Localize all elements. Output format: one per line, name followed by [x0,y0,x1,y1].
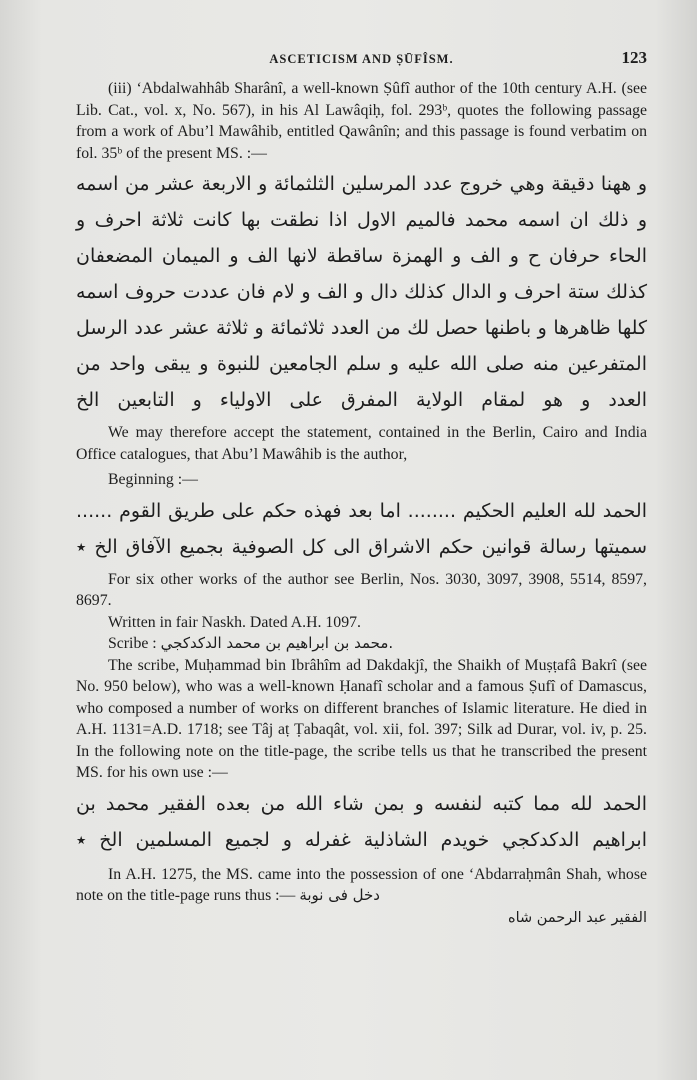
paragraph-scribe: The scribe, Muḥammad bin Ibrâhîm ad Dakdakjî, the Shaikh of Muṣṭafâ Bakrî (see No. 950 below), who was a well-known Ḥanafî scholar and a famous Ṣufî of Damascus, who composed a number of works on different branches of Islamic literature. He died in A.H. 1131=A.D. 1718; see Tâj aṭ Ṭabaqât, vol. xii, fol. 397; Silk ad Durar, vol. iv, p. 25. In the following note on the title-page, the scribe tells us that he transcribed the present MS. for his own use :— [76,656,647,781]
arabic-passage-qawanin: و ههنا دقيقة وهي خروج عدد المرسلين الثلثمائة و الاربعة عشر من اسمه و ذلك ان اسمه محمد فالميم الاول اذا نطقت بها كانت ثلاثة احرف و الحاء حرفان ح و الف و الهمزة ساقطة لانها الف و الميمان المضعفان كذلك ستة احرف و الدال كذلك دال و الف و لام فان عددت حروف اسمه كلها ظاهرها و باطنها حصل لك من العدد ثلاثمائة و ثلاثة عشر عدد الرسل المتفرعين منه صلى الله عليه و سلم الجامعين للنبوة و يبقى واحد من العدد و هو لمقام الولاية المفرق على الاولياء و التابعين الخ [76,173,647,411]
arabic-signature: الفقير عبد الرحمن شاه [508,909,647,926]
written-line: Written in fair Naskh. Dated A.H. 1097. [108,613,361,631]
paragraph-ownership [76,864,647,907]
paragraph-authorship: We may therefore accept the statement, contained in the Berlin, Cairo and India Office catalogues, that Abu’l Mawâhib is the author, [76,424,647,463]
beginning-label: Beginning :— [108,471,198,488]
scribe-arabic: محمد بن ابراهيم بن محمد الدكدكجي. [160,634,394,652]
paragraph-sharani: (iii) ‘Abdalwahhâb Sharânî, a well-known Ṣûfî author of the 10th century A.H. (see Lib. Cat., vol. x, No. 567), in his Al Lawâqiḥ, fol. 293ᵇ, quotes the following passage from a work of Abu’l Mawâhib, entitled Qawânîn; and this passage is found verbatim on fol. 35ᵇ of the present MS. :— [76,80,647,162]
ownership-text: In A.H. 1275, the MS. came into the possession of one ‘Abdarraḥmân Shah, whose note on the title-page runs thus :— [76,865,647,904]
ownership-arabic: دخل فى نوبة [299,886,380,904]
scribe-label: Scribe : [108,635,157,652]
page-number: 123 [621,48,647,67]
arabic-title-page-note: الحمد لله مما كتبه لنفسه و بمن شاء الله من بعده الفقير محمد بن ابراهيم الدكدكجي خويدم الشاذلية غفرله و لجميع المسلمين الخ ٭ [76,792,647,851]
scribe-line [76,633,647,655]
paragraph-other-works: For six other works of the author see Berlin, Nos. 3030, 3097, 3908, 5514, 8597, 8697. [76,570,647,609]
arabic-beginning: الحمد لله العليم الحكيم ........ اما بعد فهذه حكم على طريق القوم ...... سميتها رسالة قوانين حكم الاشراق الى كل الصوفية بجميع الآفاق الخ ٭ [76,499,647,558]
running-head: ASCETICISM AND ṢŪFÎSM. [269,52,454,66]
page-header [76,48,647,72]
